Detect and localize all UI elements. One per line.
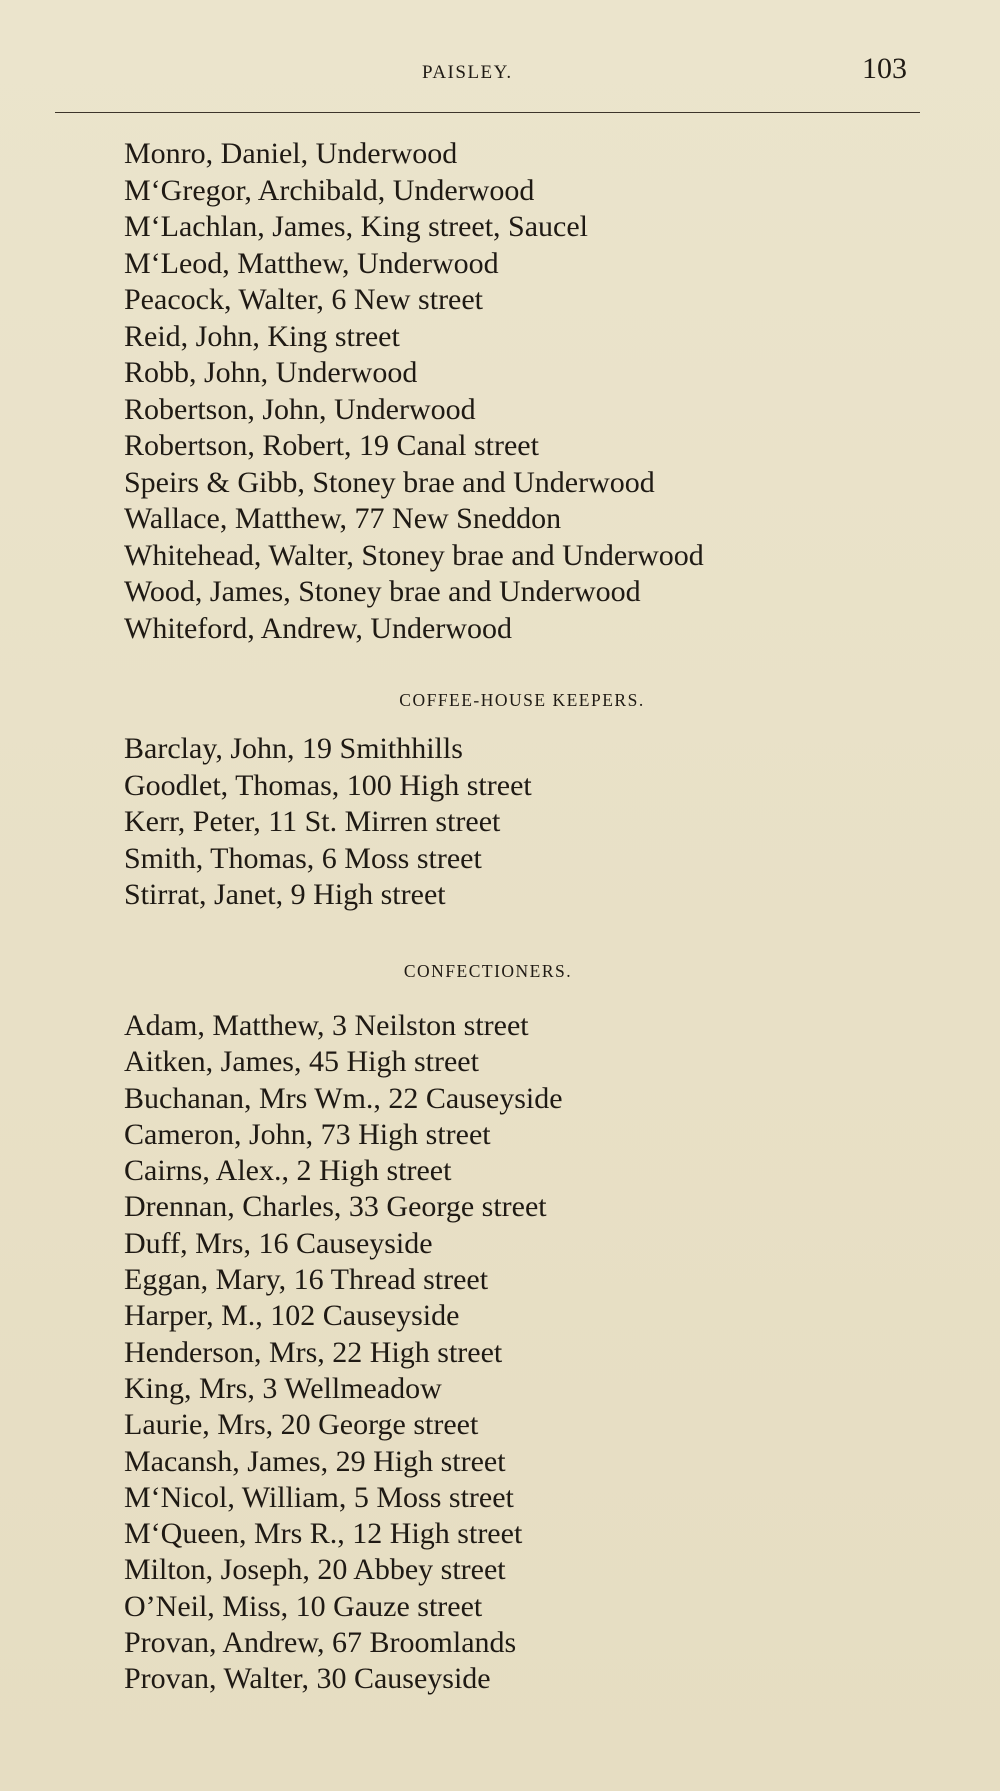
directory-entry: Speirs & Gibb, Stoney brae and Underwood: [124, 465, 655, 499]
directory-entry: Macansh, James, 29 High street: [124, 1444, 506, 1478]
directory-entry: Eggan, Mary, 16 Thread street: [124, 1263, 489, 1297]
directory-entry: M‘Nicol, William, 5 Moss street: [124, 1480, 514, 1514]
directory-entry: Provan, Walter, 30 Causeyside: [124, 1662, 491, 1696]
directory-entry: Whitehead, Walter, Stoney brae and Underwood: [124, 538, 704, 572]
directory-entry: M‘Gregor, Archibald, Underwood: [124, 173, 535, 207]
directory-entry: Laurie, Mrs, 20 George street: [124, 1408, 479, 1442]
directory-entry: Robertson, John, Underwood: [124, 392, 476, 426]
section-confectioners-list: [124, 1008, 884, 1698]
directory-entry: Aitken, James, 45 High street: [124, 1045, 479, 1079]
section-heading-confectioners: CONFECTIONERS.: [403, 961, 573, 981]
section-heading-coffee-house-keepers: COFFEE-HOUSE KEEPERS.: [399, 690, 645, 710]
directory-entry: Barclay, John, 19 Smithhills: [124, 732, 463, 765]
directory-entry: Harper, M., 102 Causeyside: [124, 1299, 460, 1333]
directory-entry: Smith, Thomas, 6 Moss street: [124, 841, 482, 875]
directory-entry: M‘Queen, Mrs R., 12 High street: [124, 1517, 523, 1551]
directory-entry: Buchanan, Mrs Wm., 22 Causeyside: [124, 1081, 563, 1115]
directory-entry: Provan, Andrew, 67 Broomlands: [124, 1626, 517, 1660]
directory-entry: Stirrat, Janet, 9 High street: [124, 878, 446, 911]
directory-entry: Robb, John, Underwood: [124, 356, 418, 389]
section-continued-list: [124, 136, 884, 647]
directory-entry: Wood, James, Stoney brae and Underwood: [124, 575, 641, 608]
directory-entry: M‘Lachlan, James, King street, Saucel: [124, 210, 589, 243]
directory-entry: O’Neil, Miss, 10 Gauze street: [124, 1589, 483, 1623]
section-coffee-house-keepers-list: [124, 731, 884, 914]
directory-entry: Cairns, Alex., 2 High street: [124, 1154, 452, 1188]
directory-entry: Kerr, Peter, 11 St. Mirren street: [124, 805, 501, 838]
directory-entry: King, Mrs, 3 Wellmeadow: [124, 1371, 442, 1405]
directory-entry: Duff, Mrs, 16 Causeyside: [124, 1226, 433, 1260]
directory-entry: Monro, Daniel, Underwood: [124, 137, 458, 170]
directory-entry: Drennan, Charles, 33 George street: [124, 1190, 547, 1224]
directory-entry: M‘Leod, Matthew, Underwood: [124, 246, 499, 280]
header-rule: [55, 112, 920, 113]
directory-entry: Reid, John, King street: [124, 319, 400, 353]
directory-entry: Milton, Joseph, 20 Abbey street: [124, 1553, 506, 1587]
directory-entry: Wallace, Matthew, 77 New Sneddon: [124, 502, 562, 535]
directory-entry: Robertson, Robert, 19 Canal street: [124, 429, 539, 462]
directory-entry: Cameron, John, 73 High street: [124, 1117, 491, 1151]
running-head: [0, 52, 1000, 92]
directory-entry: Adam, Matthew, 3 Neilston street: [124, 1009, 529, 1042]
directory-entry: Henderson, Mrs, 22 High street: [124, 1335, 503, 1369]
directory-entry: Whiteford, Andrew, Underwood: [124, 611, 512, 645]
page-number: 103: [862, 52, 907, 85]
running-title: PAISLEY.: [422, 62, 513, 83]
directory-entry: Goodlet, Thomas, 100 High street: [124, 768, 532, 802]
directory-entry: Peacock, Walter, 6 New street: [124, 283, 484, 316]
